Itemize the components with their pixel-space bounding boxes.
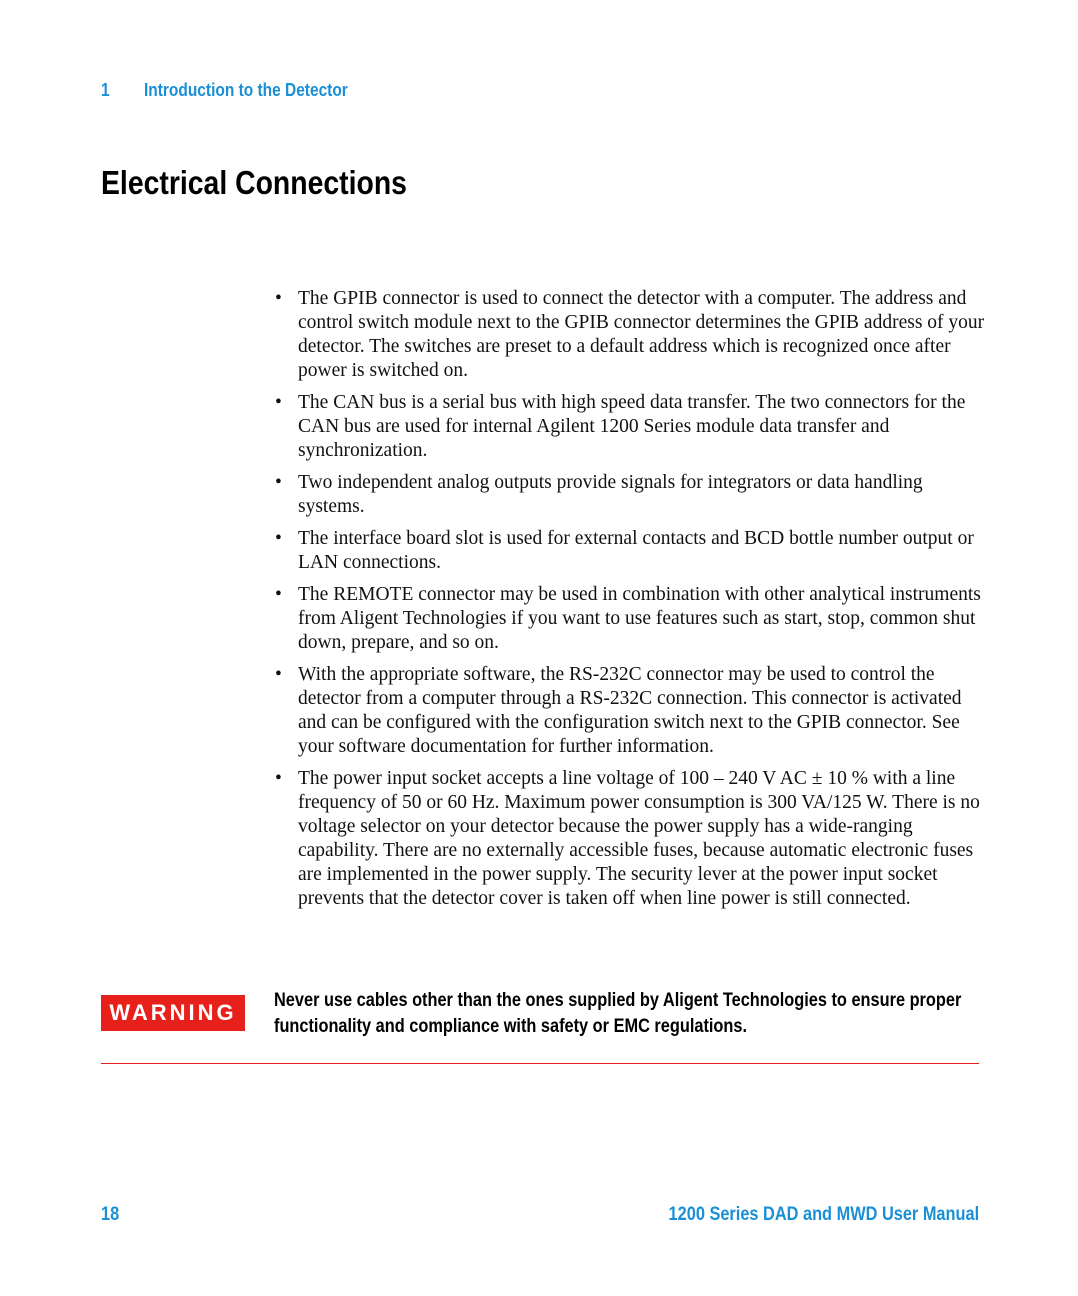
- list-item: [275, 663, 985, 759]
- list-item-text: The GPIB connector is used to connect the detector with a computer. The address and control switch module next to the GPIB connector determines the GPIB address of your detector. The switches are preset to a default address which is recognized once after power is switched on.: [298, 288, 985, 381]
- list-item-text: The power input socket accepts a line voltage of 100 – 240 V AC ± 10 % with a line frequency of 50 or 60 Hz. Maximum power consumption is 300 VA/125 W. There is no voltage selector on your detector because the power supply has a wide-ranging capability. There are no externally accessible fuses, because automatic electronic fuses are implemented in the power supply. The security lever at the power input socket prevents that the detector cover is taken off when line power is still connected.: [298, 768, 980, 909]
- list-item-text: With the appropriate software, the RS-232C connector may be used to control the detector from a computer through a RS-232C connection. This connector is activated and can be configured with the configuration switch next to the GPIB connector. See your software documentation for further information.: [298, 664, 962, 757]
- footer-page-number: 18: [101, 1204, 120, 1225]
- list-item: [275, 391, 985, 463]
- list-item-text: The REMOTE connector may be used in combination with other analytical instruments from Aligent Technologies if you want to use features such as start, stop, common shut down, prepare, and so on.: [298, 584, 981, 653]
- running-header: [101, 80, 348, 101]
- list-item-text: Two independent analog outputs provide signals for integrators or data handling systems.: [298, 472, 923, 517]
- chapter-number: 1: [101, 80, 110, 100]
- bullet-list: [275, 287, 985, 919]
- bullet-icon: •: [275, 768, 282, 789]
- list-item: [275, 583, 985, 655]
- list-item: [275, 287, 985, 383]
- bullet-icon: •: [275, 472, 282, 493]
- list-item: [275, 527, 985, 575]
- bullet-icon: •: [275, 584, 282, 605]
- bullet-icon: •: [275, 664, 282, 685]
- list-item-text: The CAN bus is a serial bus with high speed data transfer. The two connectors for the CAN bus are used for internal Agilent 1200 Series module data transfer and synchronization.: [298, 392, 966, 461]
- warning-divider: [101, 1063, 979, 1064]
- chapter-title: Introduction to the Detector: [144, 80, 348, 100]
- warning-text: Never use cables other than the ones supplied by Aligent Technologies to ensure proper functionality and compliance with safety or EMC regulations.: [274, 990, 962, 1037]
- bullet-icon: •: [275, 288, 282, 309]
- bullet-icon: •: [275, 528, 282, 549]
- bullet-icon: •: [275, 392, 282, 413]
- list-item: [275, 767, 985, 911]
- warning-badge: WARNING: [101, 995, 245, 1031]
- page-title: Electrical Connections: [101, 164, 407, 201]
- list-item: [275, 471, 985, 519]
- list-item-text: The interface board slot is used for external contacts and BCD bottle number output or LAN connections.: [298, 528, 974, 573]
- footer-manual-title: 1200 Series DAD and MWD User Manual: [668, 1204, 979, 1225]
